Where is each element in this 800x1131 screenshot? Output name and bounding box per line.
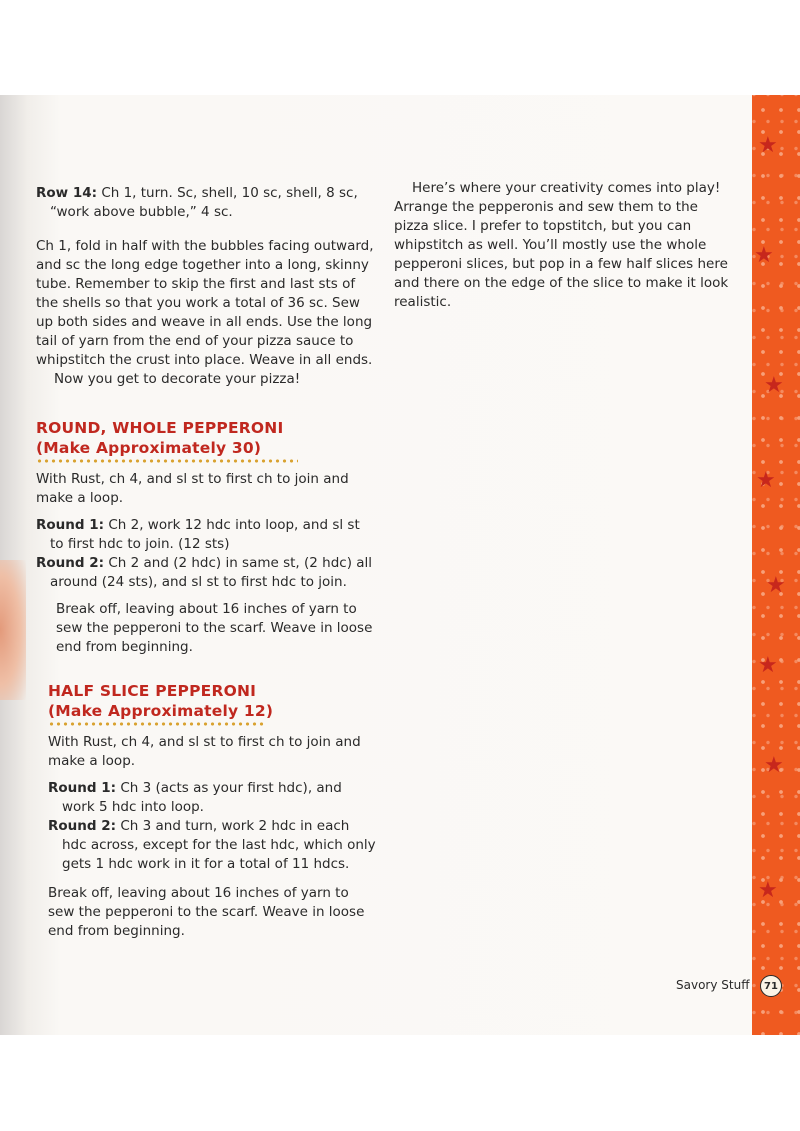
breakoff-paragraph: Break off, leaving about 16 inches of yarn to sew the pepperoni to the scarf. Weave in loose end from beginning. [48, 885, 365, 939]
row14-text: Ch 1, turn. Sc, shell, 10 sc, shell, 8 sc, “work above bubble,” 4 sc. [50, 185, 358, 220]
decorate-line: Now you get to decorate your pizza! [54, 371, 301, 387]
round-label: Round 1: [36, 517, 105, 533]
star-icon: ★ [758, 878, 778, 903]
section-intro: With Rust, ch 4, and sl st to first ch to join and make a loop. [48, 734, 361, 769]
round1-instruction [48, 779, 376, 817]
breakoff-paragraph: Break off, leaving about 16 inches of yarn to sew the pepperoni to the scarf. Weave in loose end from beginning. [56, 601, 373, 655]
round-text: Ch 3 (acts as your first hdc), and work 5 hdc into loop. [62, 780, 342, 815]
running-footer: Savory Stuff [676, 978, 750, 992]
round-label: Round 2: [48, 818, 117, 834]
star-icon: ★ [754, 243, 774, 268]
right-column [394, 179, 730, 312]
section-round-pepperoni [36, 418, 376, 657]
section-heading: HALF SLICE PEPPERONI [48, 682, 257, 700]
section-intro: With Rust, ch 4, and sl st to first ch to join and make a loop. [36, 471, 349, 506]
round-text: Ch 2 and (2 hdc) in same st, (2 hdc) all around (24 sts), and sl st to first hdc to join. [50, 555, 373, 590]
row14-instruction [36, 184, 376, 222]
round-label: Round 1: [48, 780, 117, 796]
round-text: Ch 2, work 12 hdc into loop, and sl st to first hdc to join. (12 sts) [50, 517, 360, 552]
creativity-paragraph: Here’s where your creativity comes into play! Arrange the pepperonis and sew them to the pizza slice. I prefer to topstitch, but you can whipstitch as well. You’ll mostly use the whole pepperoni slices, but pop in a few half slices here and there on the edge of the slice to make it look realistic. [394, 180, 729, 310]
page-number-badge: 71 [760, 975, 782, 997]
star-icon: ★ [758, 133, 778, 158]
left-column [36, 184, 376, 941]
star-icon: ★ [756, 468, 776, 493]
round2-instruction [36, 554, 376, 592]
row14-label: Row 14: [36, 185, 98, 201]
fold-paragraph: Ch 1, fold in half with the bubbles facing outward, and sc the long edge together into a long, skinny tube. Remember to skip the first and last sts of the shells so that you work a total of 36 sc. Sew up both sides and weave in all ends. Use the long tail of yarn from the end of your pizza sauce to whipstitch the crust into place. Weave in all ends. [36, 238, 374, 368]
photo-edge-decoration [0, 560, 26, 700]
section-half-pepperoni [36, 681, 376, 941]
round2-instruction [48, 817, 376, 874]
section-subheading: (Make Approximately 12) [48, 702, 274, 720]
dotted-divider [48, 722, 266, 726]
dotted-divider [36, 459, 298, 463]
star-icon: ★ [758, 653, 778, 678]
round1-instruction [36, 516, 376, 554]
round-text: Ch 3 and turn, work 2 hdc in each hdc across, except for the last hdc, which only gets 1 hdc work in it for a total of 11 hdcs. [62, 818, 376, 872]
decorative-side-stripe [752, 95, 800, 1035]
section-subheading: (Make Approximately 30) [36, 439, 262, 457]
round-label: Round 2: [36, 555, 105, 571]
star-icon: ★ [764, 373, 784, 398]
star-icon: ★ [764, 753, 784, 778]
star-icon: ★ [766, 573, 786, 598]
section-heading: ROUND, WHOLE PEPPERONI [36, 419, 284, 437]
